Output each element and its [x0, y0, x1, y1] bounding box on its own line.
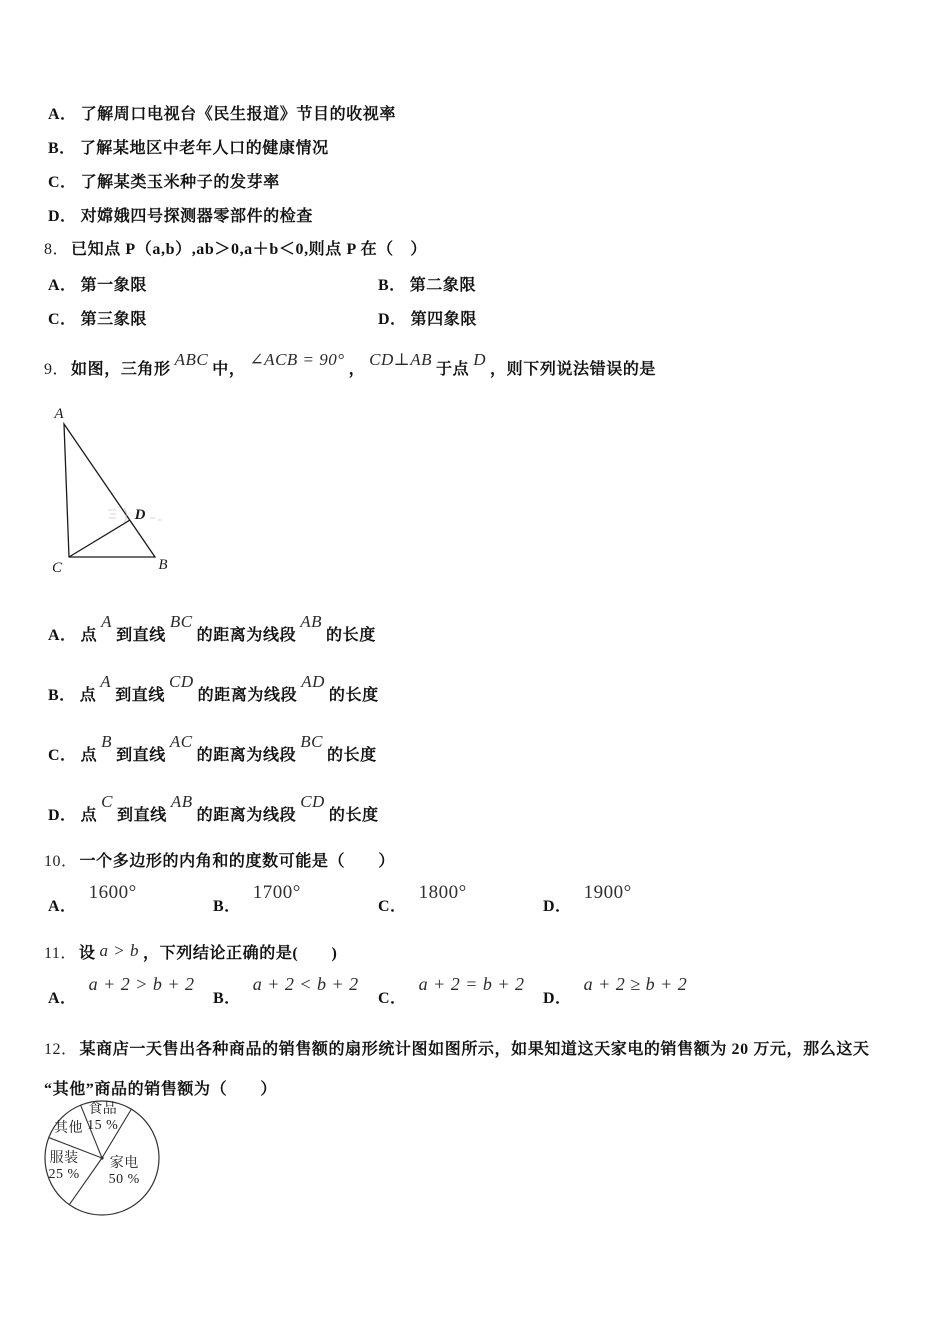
option-text: 到直线 [116, 747, 166, 764]
question-number: 11． [44, 945, 77, 962]
option-text: 了解某类玉米种子的发芽率 [80, 174, 280, 191]
option-letter: C． [378, 898, 407, 915]
math-a-gt-b: a > b [99, 941, 140, 960]
stem-text: 于点 [436, 361, 470, 378]
q10-option-c [378, 882, 467, 917]
pie-slice-name: 其他 [54, 1120, 84, 1136]
stem-text: 如图，三角形 [71, 361, 171, 378]
q8-stem [44, 236, 427, 259]
option-text: 第三象限 [80, 311, 147, 328]
q11-options-row [0, 974, 950, 1019]
option-text: 的距离为线段 [196, 747, 297, 764]
option-text: 的长度 [326, 627, 376, 644]
option-text: 点 [80, 807, 98, 824]
option-letter: A． [48, 627, 77, 644]
pie-slice-percent: 15 % [87, 1117, 119, 1133]
math-line: BC [169, 612, 193, 631]
option-text: 的长度 [326, 747, 377, 764]
vertex-label-c: C [51, 560, 63, 576]
math-cd-perp-ab: CD⊥AB [369, 350, 433, 369]
q11-option-a [48, 974, 195, 1008]
math-d: D [473, 350, 487, 369]
option-letter: A． [48, 277, 77, 294]
option-letter: B． [48, 140, 76, 157]
q9-option-d [48, 792, 379, 825]
option-letter: A． [48, 898, 77, 915]
option-letter: D． [543, 898, 572, 915]
stem-text: ，则下列说法错误的是 [490, 361, 657, 378]
option-letter: D． [543, 990, 572, 1007]
option-letter: B． [213, 990, 241, 1007]
pie-slice-name: 服装 [49, 1151, 79, 1167]
math-segment: CD [300, 792, 325, 811]
q10-option-d [543, 882, 632, 917]
option-text: 的距离为线段 [196, 627, 297, 644]
math-point: A [101, 612, 113, 631]
q10-options-row [0, 882, 950, 927]
math-point: A [100, 672, 112, 691]
math-abc: ABC [174, 350, 209, 369]
math-point: C [101, 792, 114, 811]
option-text: 到直线 [117, 807, 167, 824]
option-text: 点 [80, 627, 98, 644]
q12-stem-line1 [44, 1036, 870, 1059]
math-segment: AB [300, 612, 322, 631]
question-text: ，下列结论正确的是( ) [143, 945, 338, 962]
vertex-label-a: A [54, 406, 64, 422]
option-letter: B． [213, 898, 241, 915]
question-text: 已知点 P（a,b）,ab＞0,a＋b＜0,则点 P 在（ ） [71, 241, 427, 258]
q7-option-a [48, 101, 396, 124]
option-letter: D． [48, 807, 77, 824]
q11-option-c [378, 974, 525, 1008]
option-value: a + 2 < b + 2 [252, 974, 359, 994]
segment-cd [69, 520, 130, 557]
question-number: 10． [44, 853, 78, 870]
option-letter: B． [378, 277, 406, 294]
point-label-d: D [134, 507, 146, 523]
math-point: B [101, 732, 113, 751]
math-line: CD [169, 672, 194, 691]
option-value: 1900° [583, 882, 632, 903]
option-text: 第二象限 [409, 277, 477, 294]
q11-option-b [213, 974, 359, 1008]
q10-stem [44, 848, 395, 871]
question-text: 一个多边形的内角和的度数可能是（ ） [79, 853, 395, 870]
option-text: 到直线 [115, 687, 165, 704]
vertex-label-b: B [158, 557, 168, 573]
option-text: 的长度 [328, 687, 379, 704]
stem-text: 中， [212, 361, 246, 378]
q11-stem [44, 940, 337, 963]
option-text: 的长度 [328, 807, 379, 824]
q11-option-d [543, 974, 688, 1008]
q9-option-b [48, 672, 379, 705]
option-value: a + 2 ≥ b + 2 [583, 974, 688, 994]
q8-option-d [378, 306, 477, 329]
math-line: AB [170, 792, 193, 811]
option-value: 1700° [252, 882, 301, 903]
question-text: 设 [78, 945, 96, 962]
question-number: 8． [44, 241, 70, 258]
q10-option-a [48, 882, 137, 917]
pie-slice-name: 食品 [88, 1101, 118, 1117]
option-text: 的距离为线段 [197, 687, 298, 704]
question-text: 某商店一天售出各种商品的销售额的扇形统计图如图所示，如果知道这天家电的销售额为 20 万元，那么这天 [79, 1041, 870, 1058]
option-text: 了解某地区中老年人口的健康情况 [79, 140, 329, 157]
q8-option-b [378, 272, 476, 295]
option-text: 对嫦娥四号探测器零部件的检查 [80, 208, 313, 225]
q7-option-c [48, 169, 280, 192]
option-value: 1800° [418, 882, 467, 903]
pie-slice-percent: 50 % [108, 1171, 140, 1187]
option-letter: C． [48, 311, 77, 328]
q10-option-b [213, 882, 301, 917]
math-angle-acb: ∠ACB = 90° [249, 350, 345, 369]
triangle-figure [38, 402, 183, 582]
option-text: 第四象限 [410, 311, 477, 328]
option-letter: D． [48, 208, 77, 225]
question-number: 12． [44, 1041, 78, 1058]
math-line: AC [169, 732, 193, 751]
option-letter: B． [48, 687, 76, 704]
option-letter: D． [378, 311, 407, 328]
q8-option-c [48, 306, 147, 329]
option-letter: C． [378, 990, 407, 1007]
option-text: 到直线 [116, 627, 166, 644]
option-letter: A． [48, 106, 77, 123]
pie-slice-name: 家电 [109, 1155, 139, 1171]
option-value: a + 2 = b + 2 [418, 974, 525, 994]
question-text: “其他”商品的销售额为（ ） [44, 1081, 278, 1098]
option-text: 的距离为线段 [196, 807, 297, 824]
q8-option-a [48, 272, 147, 295]
q9-option-c [48, 732, 377, 765]
math-segment: AD [301, 672, 325, 691]
option-letter: C． [48, 747, 77, 764]
math-segment: BC [300, 732, 323, 751]
option-value: 1600° [88, 882, 137, 903]
q9-option-a [48, 612, 376, 645]
option-text: 第一象限 [80, 277, 147, 294]
q7-option-d [48, 203, 313, 226]
option-letter: A． [48, 990, 77, 1007]
q9-stem [44, 350, 657, 379]
option-letter: C． [48, 174, 77, 191]
option-text: 点 [80, 747, 98, 764]
q7-option-b [48, 135, 329, 158]
triangle-abc [64, 424, 155, 557]
question-number: 9． [44, 361, 70, 378]
pie-slice-percent: 25 % [48, 1167, 80, 1183]
option-value: a + 2 > b + 2 [88, 974, 195, 994]
option-text: 点 [79, 687, 97, 704]
stem-text: ， [348, 361, 366, 378]
option-text: 了解周口电视台《民生报道》节目的收视率 [80, 106, 396, 123]
pie-chart [37, 1093, 167, 1223]
